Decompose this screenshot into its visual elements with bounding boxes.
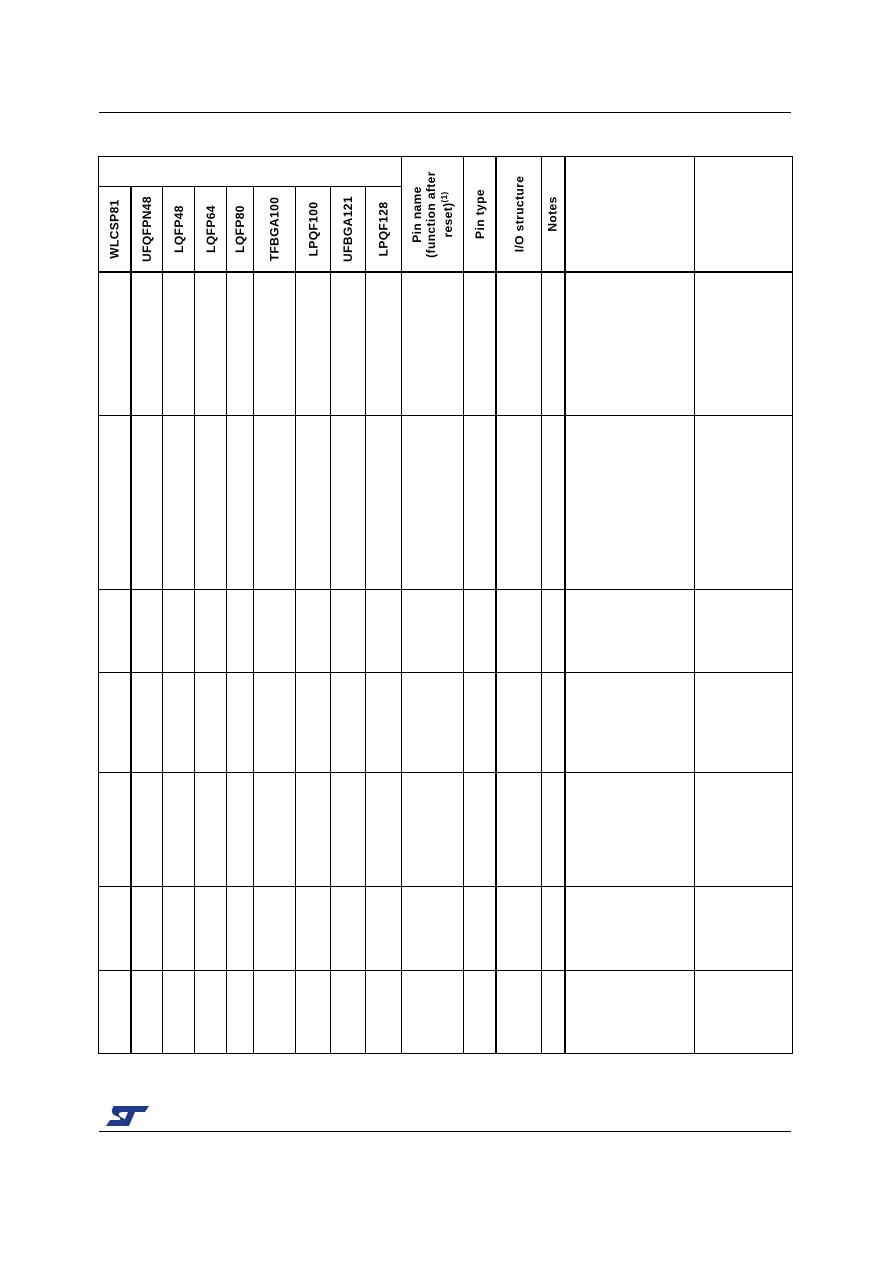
footnote-ref: (1) — [440, 190, 450, 202]
column-divider — [401, 156, 402, 1054]
header-ufbga121 — [331, 187, 365, 271]
header-lpqf100 — [296, 187, 330, 271]
header-lqfp80 — [227, 187, 253, 271]
header-notes — [542, 157, 564, 271]
bottom-rule — [99, 1131, 791, 1132]
header-label: LPQF100 — [306, 201, 321, 257]
header-label: LQFP64 — [203, 205, 218, 253]
header-bottom-line — [99, 271, 792, 273]
column-divider — [253, 186, 254, 1054]
header-pin-type — [464, 157, 495, 271]
pin-name-label — [410, 171, 455, 258]
pin-name-line2: (function after — [424, 170, 439, 258]
column-divider — [495, 156, 497, 1054]
column-divider — [330, 186, 331, 1054]
top-rule — [99, 112, 791, 113]
row-divider — [99, 772, 792, 773]
header-label: LPQF128 — [376, 201, 391, 257]
header-label: LQFP80 — [233, 205, 247, 253]
column-divider — [194, 186, 195, 1054]
pin-name-line1: Pin name — [410, 185, 425, 243]
header-lqfp48 — [163, 187, 194, 271]
column-divider — [694, 156, 695, 1054]
header-label: WLCSP81 — [107, 199, 122, 259]
table-frame — [98, 156, 793, 1054]
row-divider — [99, 589, 792, 590]
header-lpqf128 — [366, 187, 401, 271]
column-divider — [295, 186, 296, 1054]
header-label: UFQFPN48 — [139, 196, 154, 262]
header-label: UFBGA121 — [341, 196, 356, 262]
header-ufqfpn48 — [131, 187, 162, 271]
row-divider — [99, 415, 792, 416]
row-divider — [99, 970, 792, 971]
header-label: TFBGA100 — [267, 196, 282, 262]
column-divider — [564, 156, 566, 1054]
row-divider — [99, 886, 792, 887]
column-divider — [463, 156, 464, 1054]
pin-name-line3: reset) — [441, 201, 456, 238]
header-io-structure — [497, 157, 541, 271]
column-divider — [365, 186, 366, 1054]
column-divider — [130, 186, 132, 1054]
column-divider — [541, 156, 542, 1054]
column-divider — [162, 186, 163, 1054]
header-lqfp64 — [195, 187, 226, 271]
header-tfbga100 — [254, 187, 295, 271]
row-divider — [99, 672, 792, 673]
header-wlcsp81 — [99, 187, 130, 271]
header-label: LQFP48 — [171, 205, 186, 253]
pin-name-line3-wrap — [438, 171, 455, 258]
st-logo-icon — [105, 1104, 151, 1128]
header-label: Pin type — [472, 189, 487, 239]
header-label: I/O structure — [512, 175, 526, 253]
column-divider — [226, 186, 227, 1054]
header-pin-name — [402, 157, 463, 271]
header-label: Notes — [546, 196, 560, 232]
